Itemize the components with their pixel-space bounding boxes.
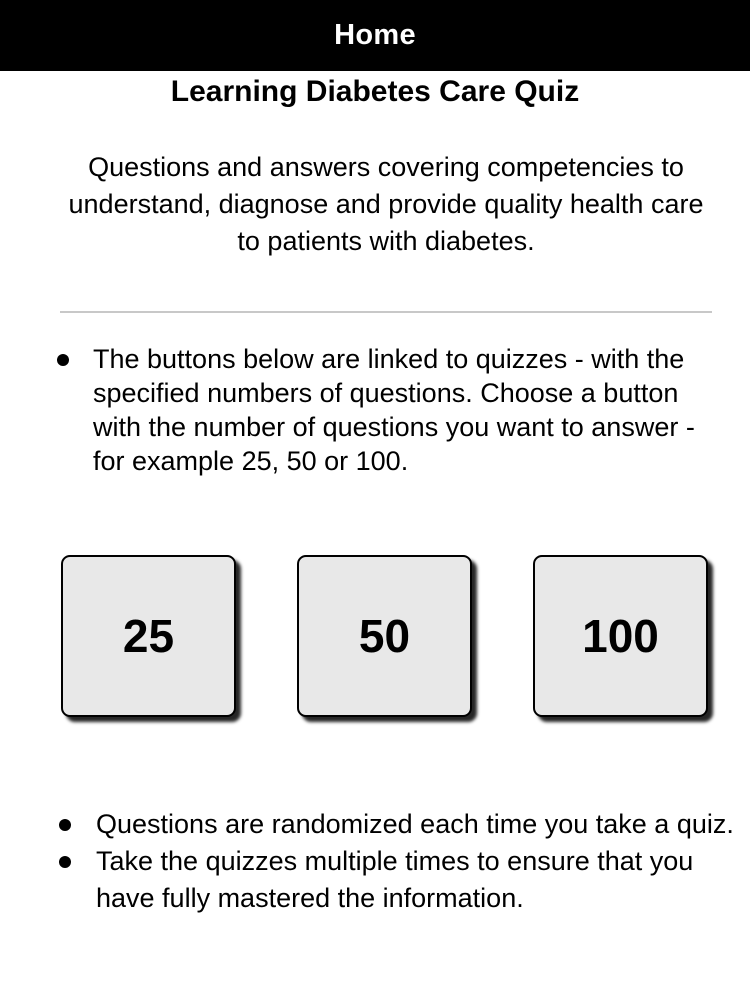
page-title: Learning Diabetes Care Quiz — [170, 75, 580, 108]
bullet-icon — [59, 856, 71, 868]
list-item — [96, 806, 736, 843]
list-item — [93, 342, 733, 478]
nav-bar — [0, 0, 750, 71]
notes-list — [96, 806, 736, 917]
note-text: Take the quizzes multiple times to ensure that you have fully mastered the information. — [96, 846, 694, 913]
bullet-icon — [59, 819, 71, 831]
bullet-icon — [57, 354, 69, 366]
note-text: Questions are randomized each time you take a quiz. — [96, 809, 734, 839]
intro-text: Questions and answers covering competencies to understand, diagnose and provide quality health care to patients with diabetes. — [68, 152, 704, 256]
quiz-25-button[interactable]: 25 — [61, 555, 236, 717]
home-nav-button[interactable]: Home — [334, 19, 416, 51]
quiz-100-button[interactable]: 100 — [533, 555, 708, 717]
instruction-text: The buttons below are linked to quizzes - with the specified numbers of questions. Choose a button with the number of questions you want to answer - for example 25, 50 or 100. — [93, 344, 695, 476]
instructions-list — [93, 342, 733, 478]
divider — [60, 311, 712, 313]
quiz-50-button[interactable]: 50 — [297, 555, 472, 717]
list-item — [96, 843, 736, 917]
